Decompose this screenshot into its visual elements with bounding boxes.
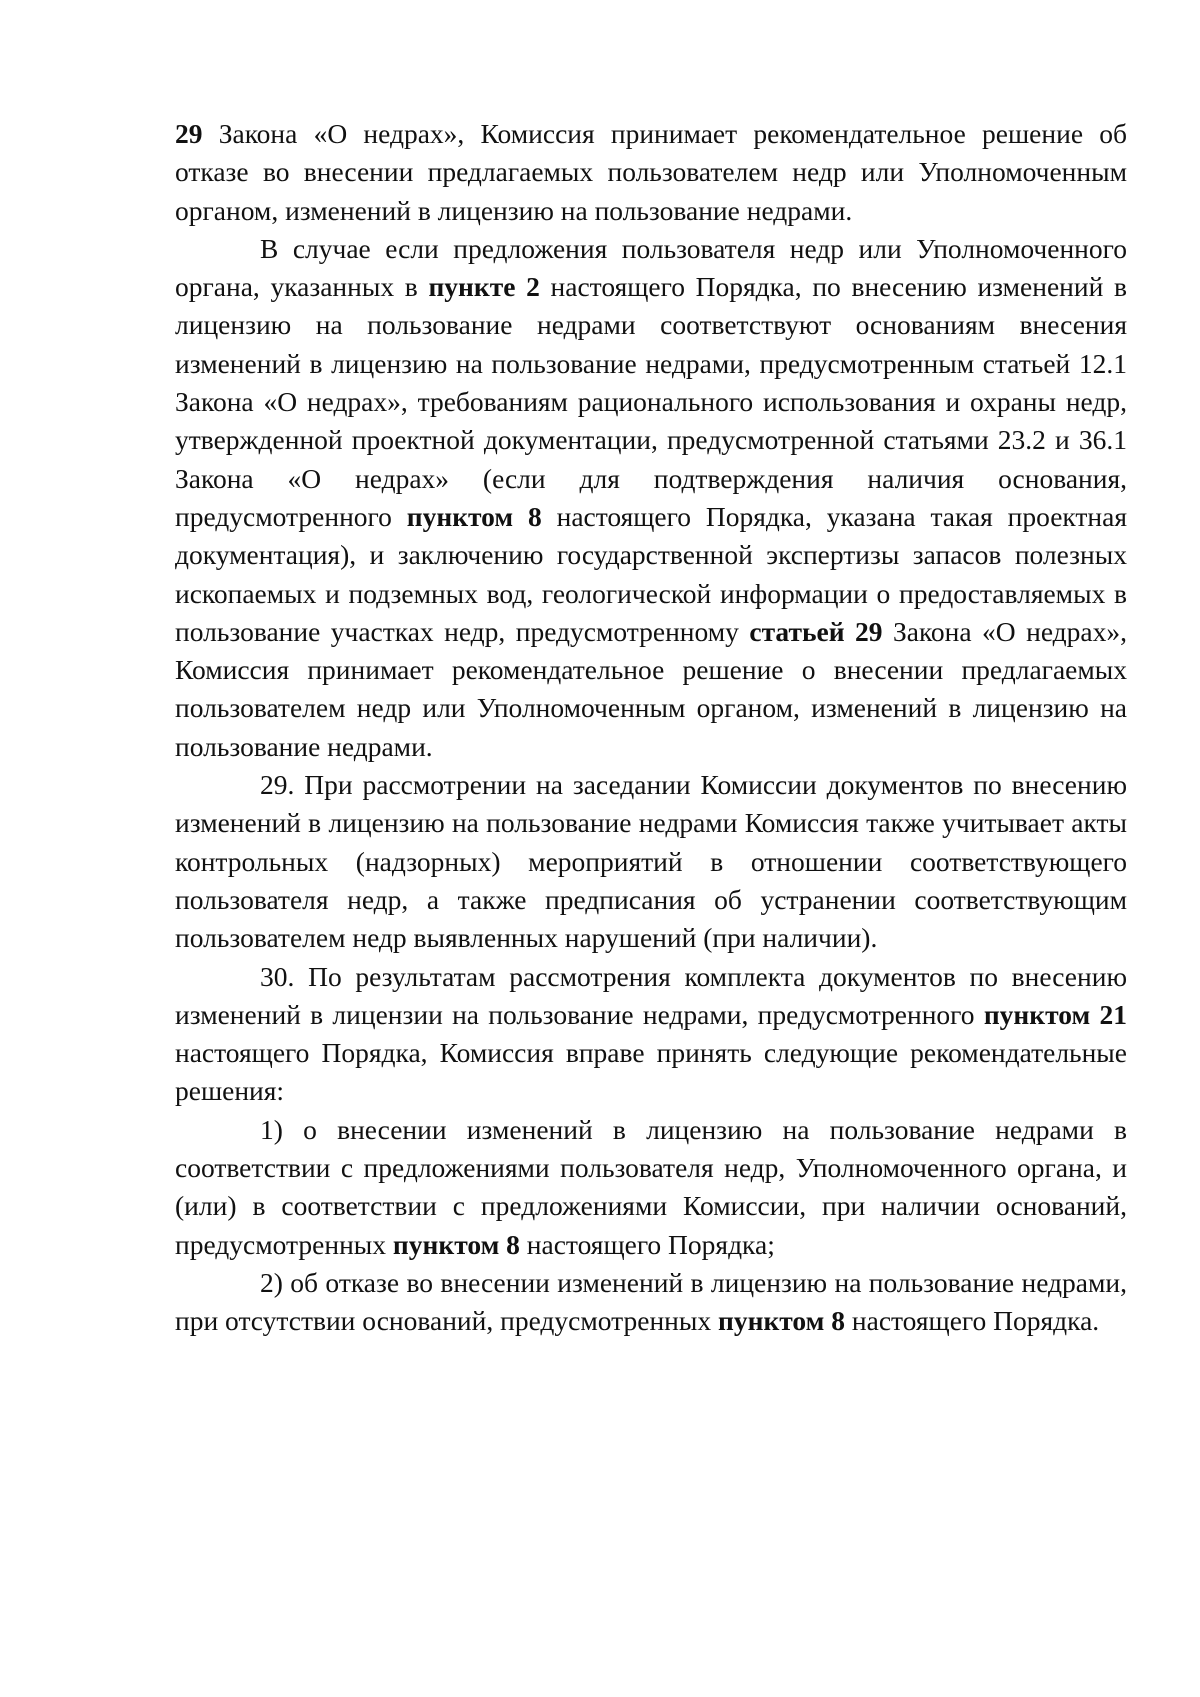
paragraph-text-bold: 29 <box>175 118 203 149</box>
paragraph-text: настоящего Порядка, Комиссия вправе принять следующие рекомендательные решения: <box>175 1037 1127 1107</box>
paragraph-text: В случае если предложения пользователя недр или Уполномоченного органа, указанных в <box>175 232 1127 303</box>
paragraph-subitem-2 <box>175 1264 1127 1341</box>
document-body <box>175 115 1127 1341</box>
paragraph-text-bold: статьей 29 <box>749 615 883 647</box>
paragraph-text: настоящего Порядка; <box>519 1228 775 1260</box>
paragraph-text: настоящего Порядка, по внесению изменений в лицензию на пользование недрами соответствуют основаниям внесения изменений в лицензию на пользование недрами, предусмотренным статьей 12.1 Закона «О недрах», требованиям рационального использования и охраны недр, утвержденной проектной документации, предусмотренной статьями 23.2 и 36.1 Закона «О недрах» (если для подтверждения наличия основания, предусмотренного <box>175 271 1127 532</box>
paragraph-text-bold: пунктом 21 <box>983 998 1127 1030</box>
paragraph-text: Закона «О недрах», Комиссия принимает рекомендательное решение о внесении предлагаемых пользователем недр или Уполномоченным органом, изменений в лицензию на пользование недрами. <box>175 615 1127 762</box>
paragraph-text: 29. При рассмотрении на заседании Комиссии документов по внесению изменений в лицензию на пользование недрами Комиссия также учитывает акты контрольных (надзорных) мероприятий в отношении соответствующего пользователя недр, а также предписания об устранении соответствующим пользователем недр выявленных нарушений (при наличии). <box>175 769 1127 954</box>
paragraph-text: 1) о внесении изменений в лицензию на пользование недрами в соответствии с предложениями пользователя недр, Уполномоченного органа, и (или) в соответствии с предложениями Комиссии, при наличии оснований, предусмотренных <box>175 1113 1127 1260</box>
paragraph-closing-refusal <box>175 115 1127 230</box>
paragraph-text: настоящего Порядка. <box>845 1305 1100 1337</box>
paragraph-text: настоящего Порядка, указана такая проектная документация), и заключению государственной экспертизы запасов полезных ископаемых и подземных вод, геологической информации о предоставляемых в пользование участках недр, предусмотренному <box>175 500 1128 647</box>
paragraph-text-bold: пунктом 8 <box>392 1228 520 1260</box>
paragraph-subitem-1 <box>175 1111 1127 1264</box>
paragraph-text: 2) об отказе во внесении изменений в лицензию на пользование недрами, при отсутствии оснований, предусмотренных <box>175 1266 1127 1337</box>
paragraph-text-bold: пункте 2 <box>428 271 540 303</box>
paragraph-item-30 <box>175 958 1127 1111</box>
paragraph-text: Закона «О недрах», Комиссия принимает рекомендательное решение об отказе во внесении предлагаемых пользователем недр или Уполномоченным органом, изменений в лицензию на пользование недрами. <box>175 118 1127 226</box>
paragraph-case-compliance <box>175 230 1127 766</box>
paragraph-text: 30. По результатам рассмотрения комплекта документов по внесению изменений в лицензии на пользование недрами, предусмотренного <box>175 960 1127 1030</box>
paragraph-item-29 <box>175 766 1127 957</box>
paragraph-text-bold: пунктом 8 <box>406 500 542 532</box>
paragraph-text-bold: пунктом 8 <box>718 1305 846 1337</box>
